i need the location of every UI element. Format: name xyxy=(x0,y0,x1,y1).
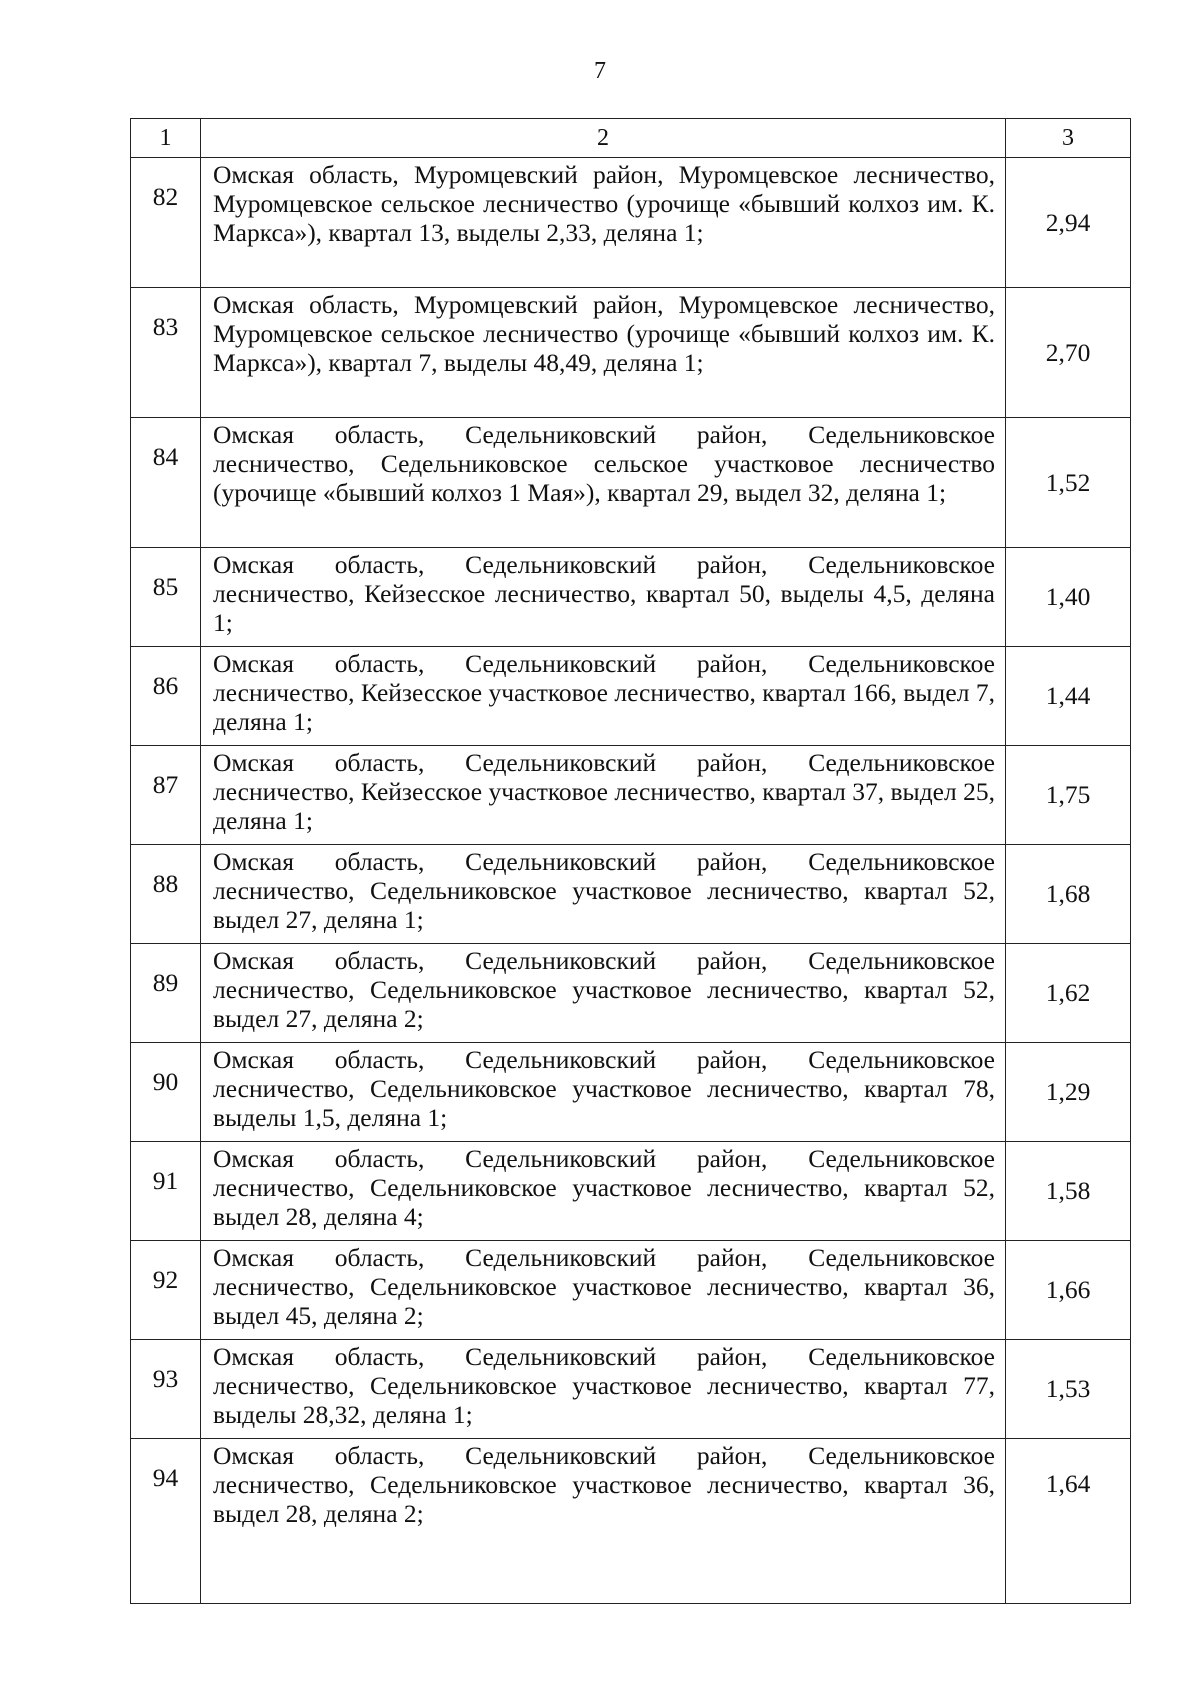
forest-plots-table xyxy=(130,118,1131,1604)
row-number: 89 xyxy=(131,944,201,1043)
table-row xyxy=(131,1142,1131,1241)
plot-area: 1,64 xyxy=(1006,1439,1131,1604)
table-row xyxy=(131,845,1131,944)
plot-location: Омская область, Седельниковский район, Седельниковское лесничество, Седельниковское участковое лесничество, квартал 77, выделы 28,32, деляна 1; xyxy=(201,1340,1006,1439)
row-number: 87 xyxy=(131,746,201,845)
plot-area: 1,58 xyxy=(1006,1142,1131,1241)
table-row xyxy=(131,944,1131,1043)
row-number: 93 xyxy=(131,1340,201,1439)
table-row xyxy=(131,1439,1131,1604)
column-header-1: 1 xyxy=(131,119,201,158)
plot-area: 1,53 xyxy=(1006,1340,1131,1439)
table-row xyxy=(131,548,1131,647)
table-row xyxy=(131,288,1131,418)
plot-location: Омская область, Муромцевский район, Муромцевское лесничество, Муромцевское сельское лесничество (урочище «бывший колхоз им. К. Маркса»), квартал 7, выделы 48,49, деляна 1; xyxy=(201,288,1006,418)
plot-area: 2,70 xyxy=(1006,288,1131,418)
table-row xyxy=(131,418,1131,548)
plot-area: 1,75 xyxy=(1006,746,1131,845)
column-header-2: 2 xyxy=(201,119,1006,158)
row-number: 90 xyxy=(131,1043,201,1142)
row-number: 91 xyxy=(131,1142,201,1241)
plot-location: Омская область, Седельниковский район, Седельниковское лесничество, Кейзесское участковое лесничество, квартал 37, выдел 25, деляна 1; xyxy=(201,746,1006,845)
table-row xyxy=(131,1043,1131,1142)
row-number: 84 xyxy=(131,418,201,548)
plot-location: Омская область, Седельниковский район, Седельниковское лесничество, Кейзесское участковое лесничество, квартал 166, выдел 7, деляна 1; xyxy=(201,647,1006,746)
table-row xyxy=(131,647,1131,746)
plot-area: 2,94 xyxy=(1006,158,1131,288)
plot-location: Омская область, Седельниковский район, Седельниковское лесничество, Седельниковское участковое лесничество, квартал 52, выдел 28, деляна 4; xyxy=(201,1142,1006,1241)
plot-location: Омская область, Седельниковский район, Седельниковское лесничество, Седельниковское участковое лесничество, квартал 36, выдел 28, деляна 2; xyxy=(201,1439,1006,1604)
plot-location: Омская область, Муромцевский район, Муромцевское лесничество, Муромцевское сельское лесничество (урочище «бывший колхоз им. К. Маркса»), квартал 13, выделы 2,33, деляна 1; xyxy=(201,158,1006,288)
table-header-row xyxy=(131,119,1131,158)
plot-location: Омская область, Седельниковский район, Седельниковское лесничество, Седельниковское участковое лесничество, квартал 52, выдел 27, деляна 2; xyxy=(201,944,1006,1043)
row-number: 83 xyxy=(131,288,201,418)
row-number: 82 xyxy=(131,158,201,288)
row-number: 88 xyxy=(131,845,201,944)
row-number: 85 xyxy=(131,548,201,647)
plot-area: 1,62 xyxy=(1006,944,1131,1043)
table-row xyxy=(131,1340,1131,1439)
plot-area: 1,66 xyxy=(1006,1241,1131,1340)
column-header-3: 3 xyxy=(1006,119,1131,158)
plot-location: Омская область, Седельниковский район, Седельниковское лесничество, Седельниковское участковое лесничество, квартал 78, выделы 1,5, деляна 1; xyxy=(201,1043,1006,1142)
row-number: 94 xyxy=(131,1439,201,1604)
plot-area: 1,40 xyxy=(1006,548,1131,647)
plot-location: Омская область, Седельниковский район, Седельниковское лесничество, Седельниковское сельское участковое лесничество (урочище «бывший колхоз 1 Мая»), квартал 29, выдел 32, деляна 1; xyxy=(201,418,1006,548)
plot-area: 1,29 xyxy=(1006,1043,1131,1142)
table-row xyxy=(131,746,1131,845)
plot-location: Омская область, Седельниковский район, Седельниковское лесничество, Седельниковское участковое лесничество, квартал 36, выдел 45, деляна 2; xyxy=(201,1241,1006,1340)
plot-area: 1,68 xyxy=(1006,845,1131,944)
row-number: 86 xyxy=(131,647,201,746)
table-row xyxy=(131,1241,1131,1340)
plot-location: Омская область, Седельниковский район, Седельниковское лесничество, Кейзесское лесничество, квартал 50, выделы 4,5, деляна 1; xyxy=(201,548,1006,647)
page-number: 7 xyxy=(594,58,606,84)
plot-location: Омская область, Седельниковский район, Седельниковское лесничество, Седельниковское участковое лесничество, квартал 52, выдел 27, деляна 1; xyxy=(201,845,1006,944)
plot-area: 1,44 xyxy=(1006,647,1131,746)
plot-area: 1,52 xyxy=(1006,418,1131,548)
row-number: 92 xyxy=(131,1241,201,1340)
table-row xyxy=(131,158,1131,288)
